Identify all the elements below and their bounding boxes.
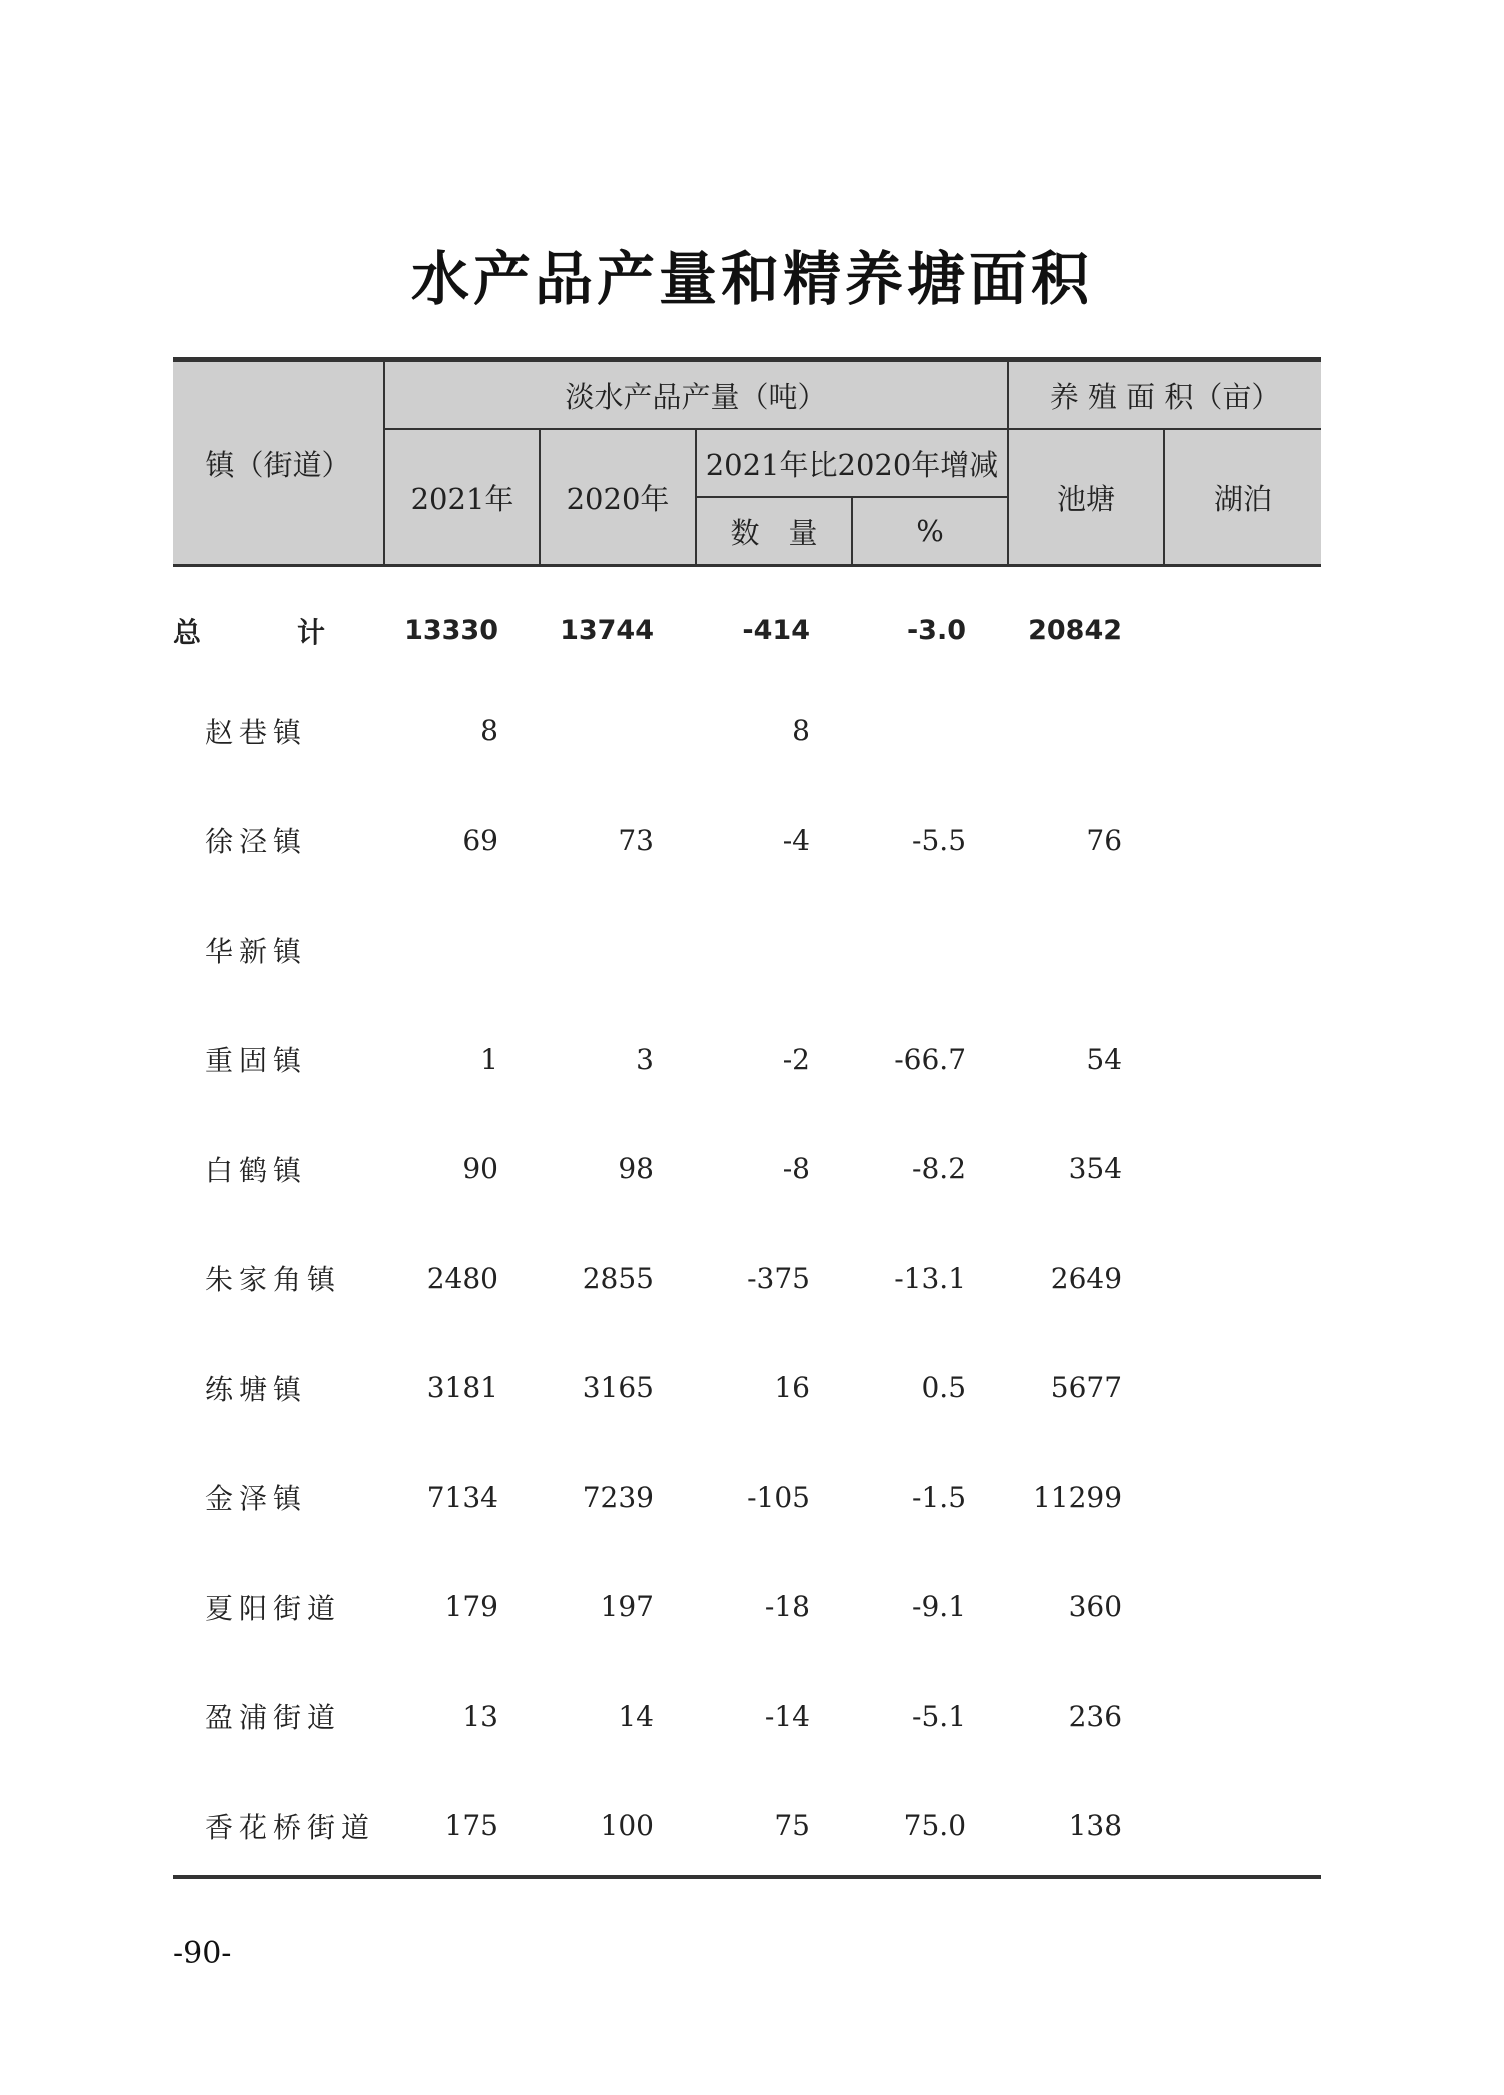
cell-percent: -5.5 bbox=[912, 823, 967, 857]
cell-percent: -9.1 bbox=[912, 1590, 967, 1624]
cell-pond: 54 bbox=[1086, 1042, 1123, 1076]
cell-pond: 20842 bbox=[1028, 615, 1123, 646]
cell-pond: 2649 bbox=[1050, 1261, 1123, 1295]
table-row bbox=[173, 1114, 1321, 1224]
cell-lake bbox=[1164, 1771, 1321, 1881]
row-name: 盈浦街道 bbox=[205, 1701, 342, 1735]
cell-2020: 13744 bbox=[560, 615, 654, 646]
cell-quantity: -8 bbox=[782, 1152, 810, 1186]
cell-percent: -13.1 bbox=[894, 1261, 967, 1295]
table-row bbox=[173, 1224, 1321, 1334]
table-header bbox=[173, 360, 1321, 566]
cell-lake bbox=[1164, 566, 1321, 677]
cell-2020: 14 bbox=[618, 1699, 654, 1733]
cell-2020: 3 bbox=[636, 1042, 654, 1076]
page-number: -90- bbox=[173, 1936, 232, 1971]
row-name: 练塘镇 bbox=[205, 1372, 308, 1406]
cell-2020: 73 bbox=[618, 823, 654, 857]
table-row bbox=[173, 895, 1321, 1005]
table-row bbox=[173, 676, 1321, 786]
cell-percent: -66.7 bbox=[894, 1042, 967, 1076]
header-change-group: 2021年比2020年增减 bbox=[696, 429, 1008, 497]
table-bottom-rule bbox=[173, 1875, 1321, 1879]
cell-2021: 13330 bbox=[404, 615, 498, 646]
header-pond: 池塘 bbox=[1008, 429, 1164, 566]
cell-2021 bbox=[384, 895, 540, 1005]
cell-2020: 100 bbox=[600, 1809, 654, 1843]
cell-percent: -1.5 bbox=[912, 1480, 967, 1514]
header-percent: % bbox=[852, 497, 1008, 566]
cell-quantity: 8 bbox=[792, 714, 810, 748]
cell-2021: 3181 bbox=[426, 1371, 498, 1405]
cell-percent bbox=[852, 895, 1008, 1005]
cell-quantity: -375 bbox=[747, 1261, 810, 1295]
cell-pond bbox=[1008, 676, 1164, 786]
cell-percent: -5.1 bbox=[912, 1699, 967, 1733]
table-row bbox=[173, 1333, 1321, 1443]
cell-lake bbox=[1164, 1224, 1321, 1334]
cell-percent: 75.0 bbox=[903, 1809, 967, 1843]
row-name: 白鹤镇 bbox=[205, 1153, 308, 1187]
table-row bbox=[173, 1443, 1321, 1553]
cell-2020: 7239 bbox=[582, 1480, 654, 1514]
cell-2020 bbox=[540, 676, 696, 786]
cell-pond: 354 bbox=[1068, 1152, 1123, 1186]
header-area-group: 养 殖 面 积（亩） bbox=[1008, 360, 1321, 430]
cell-2021: 175 bbox=[444, 1809, 498, 1843]
cell-lake bbox=[1164, 1005, 1321, 1115]
cell-2021: 7134 bbox=[426, 1480, 498, 1514]
table-row bbox=[173, 1552, 1321, 1662]
cell-quantity: -14 bbox=[764, 1699, 810, 1733]
cell-pond: 76 bbox=[1086, 823, 1123, 857]
row-name: 重固镇 bbox=[205, 1044, 308, 1078]
table-row bbox=[173, 1005, 1321, 1115]
cell-quantity: 75 bbox=[774, 1809, 810, 1843]
cell-pond: 360 bbox=[1068, 1590, 1123, 1624]
cell-lake bbox=[1164, 1333, 1321, 1443]
cell-lake bbox=[1164, 895, 1321, 1005]
cell-pond bbox=[1008, 895, 1164, 1005]
cell-percent bbox=[852, 676, 1008, 786]
row-name: 夏阳街道 bbox=[205, 1591, 342, 1625]
cell-quantity: -105 bbox=[747, 1480, 810, 1514]
cell-pond: 138 bbox=[1068, 1809, 1123, 1843]
cell-2020: 2855 bbox=[582, 1261, 654, 1295]
cell-lake bbox=[1164, 1114, 1321, 1224]
cell-2020: 3165 bbox=[582, 1371, 654, 1405]
cell-pond: 11299 bbox=[1032, 1480, 1123, 1514]
cell-2020: 98 bbox=[618, 1152, 654, 1186]
row-name: 香花桥街道 bbox=[205, 1810, 376, 1844]
cell-pond: 5677 bbox=[1050, 1371, 1123, 1405]
cell-2021: 8 bbox=[480, 714, 498, 748]
row-name: 华新镇 bbox=[205, 934, 308, 968]
cell-percent: 0.5 bbox=[921, 1371, 967, 1405]
header-freshwater-group: 淡水产品产量（吨） bbox=[384, 360, 1008, 430]
cell-lake bbox=[1164, 786, 1321, 896]
data-table-container bbox=[173, 357, 1321, 1881]
cell-quantity: -4 bbox=[782, 823, 810, 857]
row-name: 徐泾镇 bbox=[205, 825, 308, 859]
cell-quantity: -414 bbox=[742, 615, 810, 646]
row-name: 总 计 bbox=[173, 615, 360, 649]
cell-quantity bbox=[696, 895, 852, 1005]
header-2020: 2020年 bbox=[540, 429, 696, 566]
row-name: 赵巷镇 bbox=[205, 715, 308, 749]
cell-lake bbox=[1164, 1443, 1321, 1553]
header-2021: 2021年 bbox=[384, 429, 540, 566]
table-row bbox=[173, 786, 1321, 896]
cell-2021: 179 bbox=[444, 1590, 498, 1624]
cell-2021: 69 bbox=[462, 823, 498, 857]
cell-percent: -3.0 bbox=[906, 615, 967, 646]
header-lake: 湖泊 bbox=[1164, 429, 1321, 566]
cell-2021: 1 bbox=[480, 1042, 498, 1076]
table-body bbox=[173, 566, 1321, 1881]
cell-quantity: -18 bbox=[764, 1590, 810, 1624]
cell-lake bbox=[1164, 1662, 1321, 1772]
row-name: 朱家角镇 bbox=[205, 1263, 342, 1297]
cell-2020: 197 bbox=[600, 1590, 654, 1624]
cell-quantity: -2 bbox=[782, 1042, 810, 1076]
aquatic-production-table bbox=[173, 357, 1321, 1881]
cell-lake bbox=[1164, 676, 1321, 786]
cell-lake bbox=[1164, 1552, 1321, 1662]
header-quantity: 数 量 bbox=[696, 497, 852, 566]
page-title: 水产品产量和精养塘面积 bbox=[410, 245, 1093, 313]
cell-2021: 13 bbox=[462, 1699, 498, 1733]
table-row-total bbox=[173, 566, 1321, 677]
cell-quantity: 16 bbox=[774, 1371, 810, 1405]
table-row bbox=[173, 1771, 1321, 1881]
row-name: 金泽镇 bbox=[205, 1482, 308, 1516]
header-town: 镇（街道） bbox=[173, 360, 384, 566]
cell-2021: 90 bbox=[462, 1152, 498, 1186]
cell-percent: -8.2 bbox=[912, 1152, 967, 1186]
cell-2021: 2480 bbox=[426, 1261, 498, 1295]
cell-2020 bbox=[540, 895, 696, 1005]
cell-pond: 236 bbox=[1068, 1699, 1123, 1733]
table-row bbox=[173, 1662, 1321, 1772]
